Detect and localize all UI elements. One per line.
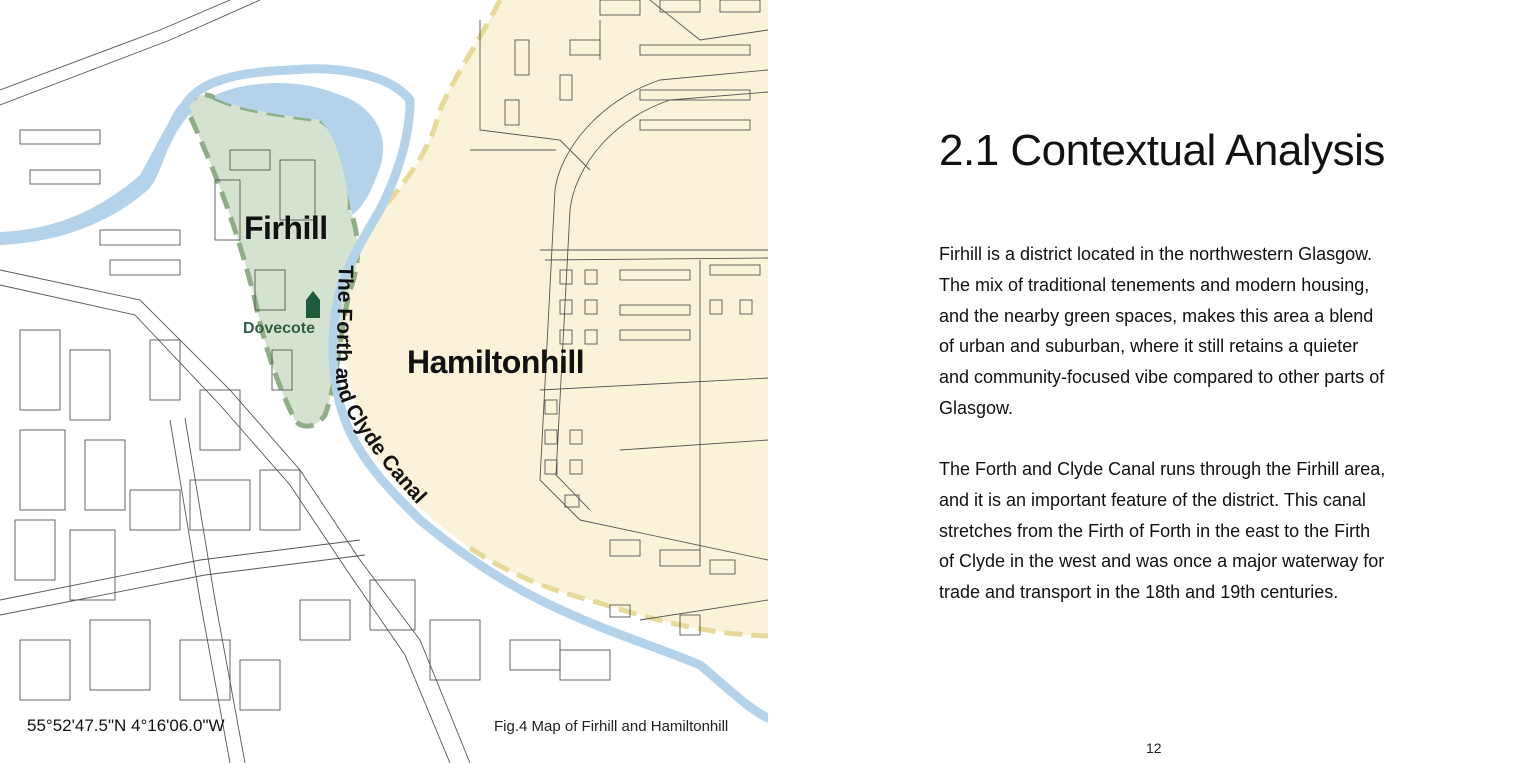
canal-west-arm	[0, 100, 192, 245]
paragraph-canal: The Forth and Clyde Canal runs through the Firhill area, and it is an important feature of the district. This canal stretches from the Firth of Forth in the east to the Firth of Clyde in the west and was once a major waterway for trade and transport in the 18th and 19th centuries.	[939, 459, 1386, 603]
canal-label-text: The Forth and Clyde Canal	[330, 264, 431, 509]
page-number: 12	[1146, 740, 1162, 756]
paragraph-firhill: Firhill is a district located in the northwestern Glasgow. The mix of traditional tenements and modern housing, and the nearby green spaces, makes this area a blend of urban and suburban, where it still retains a quieter and community-focused vibe compared to other parts of Glasgow.	[939, 244, 1385, 418]
dovecote-label: Dovecote	[243, 320, 316, 337]
hamiltonhill-label: Hamiltonhill	[407, 344, 585, 380]
text-panel	[768, 0, 1536, 763]
map-coordinates: 55°52'47.5"N 4°16'06.0"W	[27, 716, 225, 735]
figure-caption: Fig.4 Map of Firhill and Hamiltonhill	[494, 718, 729, 735]
firhill-label: Firhill	[244, 210, 328, 246]
page-title: 2.1 Contextual Analysis	[939, 126, 1385, 175]
